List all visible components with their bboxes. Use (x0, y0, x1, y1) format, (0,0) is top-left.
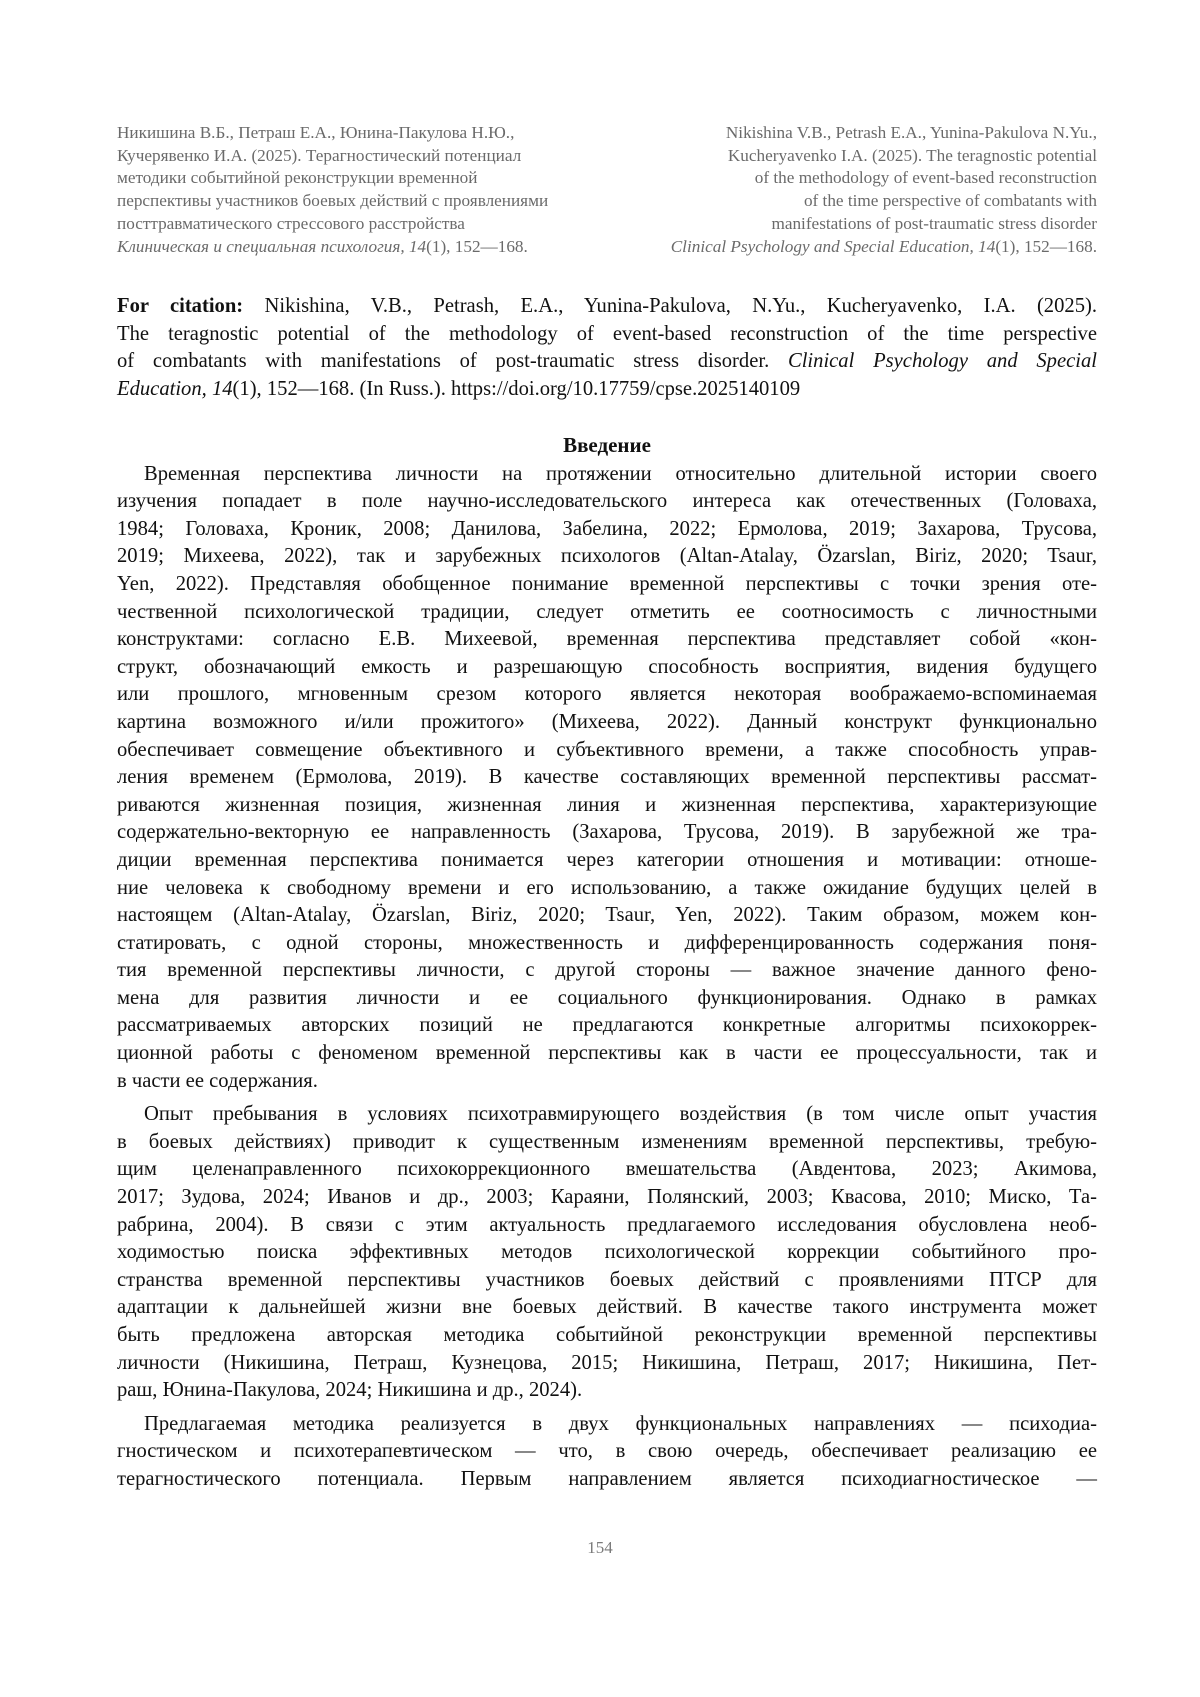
text-line: рассматриваемых авторских позиций не предлагаются конкретные алгоритмы психокоррек- (117, 1014, 1097, 1037)
text-line: быть предложена авторская методика событийной реконструкции временной перспективы (117, 1324, 1097, 1346)
text-line: ления временем (Ермолова, 2019). В качестве составляющих временной перспективы рассмат- (117, 766, 1097, 789)
running-head-line: Никишина В.Б., Петраш Е.А., Юнина-Пакулова Н.Ю., (117, 123, 515, 142)
text-line: Временная перспектива личности на протяжении относительно длительной истории своего (144, 462, 1097, 485)
running-head-russian (117, 122, 548, 258)
paragraph-2 (117, 1101, 1097, 1405)
text-line: рабрина, 2004). В связи с этим актуальность предлагаемого исследования обусловлена необ- (117, 1213, 1097, 1236)
text-line: мена для развития личности и ее социального функционирования. Однако в рамках (117, 986, 1097, 1009)
citation-label: For citation: (117, 295, 244, 318)
citation-line (117, 376, 1097, 404)
citation-doi: (1), 152—168. (In Russ.). https://doi.org/10.17759/cpse.2025140109 (232, 378, 801, 400)
text-line: обеспечивает совмещение объективного и субъективного времени, а также способность управ- (117, 738, 1097, 761)
running-head-line: методики событийной реконструкции временной (117, 168, 478, 188)
running-head-journal (117, 236, 548, 259)
text-line: гностическом и психотерапевтическом — что, в свою очередь, обеспечивает реализацию ее (117, 1440, 1097, 1463)
text-line: адаптации к дальнейшей жизни вне боевых действий. В качестве такого инструмента может (117, 1296, 1097, 1319)
text-line: 2017; Зудова, 2024; Иванов и др., 2003; Караяни, Полянский, 2003; Квасова, 2010; Миско, Та- (117, 1186, 1097, 1209)
text-line: Опыт пребывания в условиях психотравмирующего воздействия (в том числе опыт участия (144, 1103, 1097, 1126)
page-number: 154 (587, 1538, 613, 1557)
citation-title-end: of combatants with manifestations of post-traumatic stress disorder. (117, 350, 788, 373)
running-head-line: manifestations of post-traumatic stress disorder (771, 213, 1097, 233)
text-line: статировать, с одной стороны, множественность и дифференцированность содержания поня- (117, 931, 1097, 954)
text-line: картина возможного и/или прожитого» (Михеева, 2022). Данный конструкт функционально (117, 710, 1097, 733)
text-line: конструктами: согласно Е.В. Михеевой, временная перспектива представляет собой «кон- (117, 628, 1097, 651)
text-line: раш, Юнина-Пакулова, 2024; Никишина и др., 2024). (117, 1379, 583, 1402)
running-head-line: of the methodology of event-based reconstruction (754, 168, 1097, 188)
text-line: щим целенаправленного психокоррекционного вмешательства (Авдентова, 2023; Акимова, (117, 1158, 1097, 1181)
text-line: содержательно-векторную ее направленность (Захарова, Трусова, 2019). В зарубежной же тра- (117, 821, 1097, 844)
text-line: чественной психологической традиции, следует отметить ее соотносимость с личностными (117, 600, 1097, 623)
running-head (117, 122, 1097, 258)
running-head-line: Kucheryavenko I.A. (2025). The teragnostic potential (727, 145, 1097, 165)
text-line: терагностического потенциала. Первым направлением является психодиагностическое — (117, 1467, 1097, 1490)
paragraph-3 (117, 1411, 1097, 1494)
running-head-line: перспективы участников боевых действий с проявлениями (117, 191, 549, 211)
text-line: структ, обозначающий емкость и разрешающую способность восприятия, видения будущего (117, 655, 1097, 678)
journal-name: Clinical Psychology and Special Education, (670, 236, 974, 256)
text-line: Предлагаемая методика реализуется в двух функциональных направлениях — психодиа- (144, 1412, 1097, 1435)
text-line: ние человека к свободному времени и его использованию, а также ожидание будущих целей в (117, 876, 1097, 899)
text-line: изучения попадает в поле научно-исследовательского интереса как отечественных (Головаха, (117, 490, 1097, 513)
running-head-journal (671, 236, 1097, 259)
citation-authors: Nikishina, V.B., Petrash, E.A., Yunina-Pakulova, N.Yu., Kucheryavenko, I.A. (2025). (243, 295, 1097, 318)
text-line: 2019; Михеева, 2022), так и зарубежных психологов (Altan-Atalay, Özarslan, Biriz, 2020; Tsaur, (117, 545, 1097, 568)
text-line: ционной работы с феноменом временной перспективы как в части ее процессуальности, так и (117, 1042, 1097, 1065)
citation-line: The teragnostic potential of the methodology of event-based reconstruction of the time perspective (117, 322, 1097, 345)
journal-volume: 14 (978, 236, 996, 256)
page (117, 122, 1097, 1500)
text-line: тия временной перспективы личности, с другой стороны — важное значение данного фено- (117, 959, 1097, 982)
citation-line (117, 348, 1097, 376)
journal-issue: (1), 152—168. (426, 236, 528, 256)
running-head-english (671, 122, 1097, 258)
running-head-line: of the time perspective of combatants with (803, 191, 1097, 211)
text-line: настоящем (Altan-Atalay, Özarslan, Biriz, 2020; Tsaur, Yen, 2022). Таким образом, можем кон- (117, 904, 1097, 927)
text-line: ходимостью поиска эффективных методов психологической коррекции событийного про- (117, 1241, 1097, 1264)
paragraph-1 (117, 461, 1097, 1096)
running-head-line: посттравматического стрессового расстройства (117, 213, 465, 233)
text-line: диции временная перспектива понимается через категории отношения и мотивации: отноше- (117, 848, 1097, 871)
body-text (117, 461, 1097, 1494)
citation-journal-cont: Education, 14 (117, 378, 233, 400)
text-line: в части ее содержания. (117, 1069, 318, 1092)
text-line: странства временной перспективы участников боевых действий с проявлениями ПТСР для (117, 1268, 1097, 1291)
text-line: личности (Никишина, Петраш, Кузнецова, 2015; Никишина, Петраш, 2017; Никишина, Пет- (117, 1351, 1097, 1374)
text-line: 1984; Головаха, Кроник, 2008; Данилова, Забелина, 2022; Ермолова, 2019; Захарова, Трусова, (117, 517, 1097, 540)
text-line: Yen, 2022). Представляя обобщенное понимание временной перспективы с точки зрения оте- (117, 572, 1097, 595)
section-title: Введение (563, 432, 651, 457)
journal-name: Клиническая и специальная психология, (117, 236, 405, 256)
running-head-line: Nikishina V.B., Petrash E.A., Yunina-Pakulova N.Yu., (725, 123, 1097, 142)
text-line: риваются жизненная позиция, жизненная линия и жизненная перспектива, характеризующие (117, 793, 1097, 816)
journal-issue: (1), 152—168. (995, 236, 1097, 256)
journal-volume: 14 (408, 236, 427, 256)
running-head-line: Кучерявенко И.А. (2025). Терагностический потенциал (117, 145, 522, 165)
text-line: или прошлого, мгновенным срезом которого является некоторая воображаемо-вспоминаемая (117, 683, 1097, 706)
citation-block (117, 293, 1097, 403)
citation-journal: Clinical Psychology and Special (787, 350, 1097, 373)
citation-line (117, 293, 1097, 321)
text-line: в боевых действиях) приводит к существенным изменениям временной перспективы, требую- (117, 1130, 1097, 1153)
